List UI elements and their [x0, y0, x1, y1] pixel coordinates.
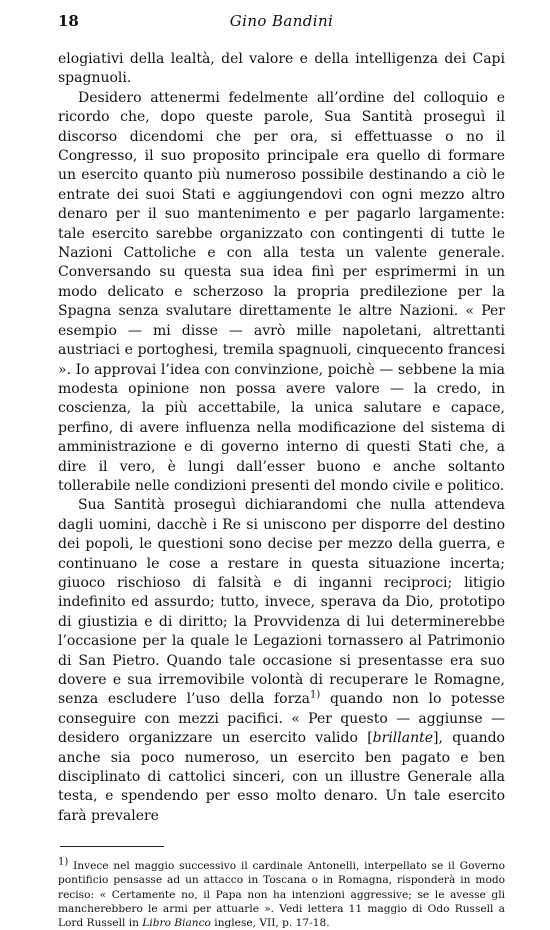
running-head: Gino Bandini: [229, 12, 334, 30]
footnote-text-before-title: Invece nel maggio successivo il cardinale Antonelli, interpellato se il Governo pontificio pensasse ad un attacco in Toscana o in Romagna, risponderà in modo reciso: « Certamente no, il Papa non ha intenzioni aggressive; se le avesse gli mancherebbero le armi per attuarle ». Vedi lettera 11 maggio di Odo Russell a Lord Russell in: [58, 860, 505, 930]
footnote: [58, 856, 505, 930]
paragraph-3-before-note: Sua Santità proseguì dichiarandomi che nulla attendeva dagli uomini, dacchè i Re si uniscono per disporre del destino dei popoli, le questioni sono decise per mezzo della guerra, e continuano le cose a restare in questa situazione incerta; giuoco rischioso di falsità e di inganni reciproci; litigio indefinito ed assurdo; tutto, invece, sperava da Dio, prototipo di giustizia e di diritto; la Provvidenza di lui determinerebbe l’occasione per la quale le Legazioni tornassero al Patrimonio di San Pietro. Quando tale occasione si presentasse era suo dovere e sua irremovibile volontà di recuperare le Romagne, senza escludere l’uso della forza: [58, 497, 505, 708]
paragraph-3-end: ], quando anche sia poco numeroso, un esercito ben pagato e ben disciplinato di cattolici sinceri, con un illustre Generale alla testa, e spendendo per esso molto denaro. Un tale esercito farà prevalere: [58, 730, 505, 824]
footnote-book-title: Libro Bianco: [142, 917, 211, 930]
book-page: [58, 10, 505, 930]
footnote-marker: 1): [58, 856, 69, 868]
page-header: [58, 10, 505, 36]
footnote-text-after-title: inglese, VII, p. 17-18.: [210, 917, 330, 930]
italic-word-brillante: brillante: [372, 730, 434, 747]
paragraph-3-after-note: quando non lo potesse conseguire con mezzi pacifici. « Per questo — aggiunse — desidero organizzare un esercito valido [: [58, 691, 506, 747]
paragraph-3: [58, 496, 505, 826]
main-text: [58, 50, 505, 826]
page-number: 18: [58, 12, 79, 30]
paragraph-2: Desidero attenermi fedelmente all’ordine del colloquio e ricordo che, dopo queste parole, Sua Santità proseguì il discorso dicendomi che per ora, si effettuasse o no il Congresso, il suo proposito principale era quello di formare un esercito quanto più numeroso possibile destinando a ciò le entrate dei suoi Stati e aggiungendovi con ogni mezzo altro denaro per il suo mantenimento e per pagarlo largamente: tale esercito sarebbe organizzato con contingenti di tutte le Nazioni Cattoliche e con alla testa un valente generale. Conversando su questa sua idea finì per esprimermi in un modo delicato e scherzoso la propria predilezione per la Spagna senza svalutare direttamente le altre Nazioni. « Per esempio — mi disse — avrò mille napoletani, altrettanti austriaci e portoghesi, tremila spagnuoli, cinquecento francesi ». Io approvai l’idea con convinzione, poichè — sebbene la mia modesta opinione non possa avere valore — la credo, in coscienza, la più accettabile, la unica salutare e capace, perfino, di avere influenza nella modificazione del sistema di amministrazione e di governo interno di questi Stati che, a dire il vero, è lungi dall’esser buono e anche soltanto tollerabile nelle condizioni presenti del mondo civile e politico.: [58, 89, 505, 494]
footnote-divider: [60, 846, 164, 847]
paragraph-1: elogiativi della lealtà, del valore e della intelligenza dei Capi spagnuoli.: [58, 51, 505, 87]
footnote-reference: 1): [310, 689, 321, 701]
